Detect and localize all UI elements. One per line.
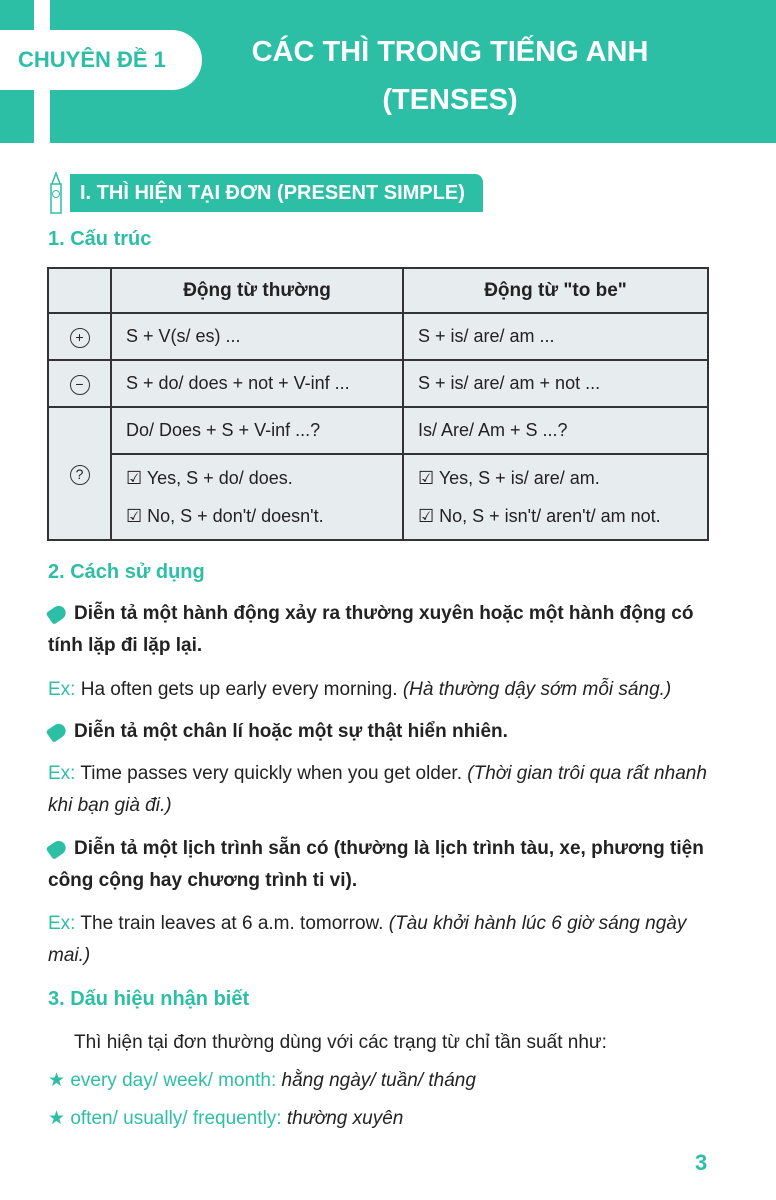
section-title: I. THÌ HIỆN TẠI ĐƠN (PRESENT SIMPLE) bbox=[70, 174, 483, 212]
ex-text: Time passes very quickly when you get older. bbox=[80, 763, 462, 784]
structure-table bbox=[47, 267, 709, 541]
header-cell: Động từ thường bbox=[111, 268, 403, 313]
cell: S + V(s/ es) ... bbox=[111, 313, 403, 360]
chapter-title bbox=[210, 28, 690, 124]
table-row bbox=[48, 313, 708, 360]
ex-text: Ha often gets up early every morning. bbox=[80, 679, 398, 700]
usage-1 bbox=[48, 598, 718, 662]
title-line-2: (TENSES) bbox=[382, 84, 518, 116]
ex-label: Ex: bbox=[48, 763, 76, 784]
star-icon: ★ bbox=[48, 1070, 66, 1091]
header-cell: Động từ "to be" bbox=[403, 268, 708, 313]
ex-translation: (Tàu khởi hành lúc 6 giờ sáng ngày mai.) bbox=[48, 913, 687, 966]
cell: Is/ Are/ Am + S ...? bbox=[403, 407, 708, 454]
sign-item bbox=[48, 1103, 718, 1135]
example-1 bbox=[48, 674, 718, 706]
usage-text: Diễn tả một lịch trình sẵn có (thường là lịch trình tàu, xe, phương tiện công cộng hay chương trình ti vi). bbox=[48, 838, 704, 891]
subheading-signs: 3. Dấu hiệu nhận biết bbox=[48, 988, 250, 1010]
ex-label: Ex: bbox=[48, 913, 76, 934]
subheading-structure: 1. Cấu trúc bbox=[48, 228, 152, 250]
sign-en: every day/ week/ month: bbox=[70, 1070, 277, 1091]
tag-icon bbox=[46, 603, 69, 625]
plus-icon: + bbox=[70, 328, 90, 348]
ex-translation: (Hà thường dậy sớm mỗi sáng.) bbox=[402, 679, 672, 700]
chapter-label: CHUYÊN ĐỀ 1 bbox=[0, 30, 202, 90]
signs-intro: Thì hiện tại đơn thường dùng với các trạng từ chỉ tần suất như: bbox=[74, 1032, 607, 1053]
title-line-1: CÁC THÌ TRONG TIẾNG ANH bbox=[251, 36, 649, 68]
table-row bbox=[48, 407, 708, 454]
tag-icon bbox=[46, 721, 69, 743]
subheading-usage: 2. Cách sử dụng bbox=[48, 561, 205, 583]
minus-icon: − bbox=[70, 375, 90, 395]
ex-label: Ex: bbox=[48, 679, 76, 700]
sign-item bbox=[48, 1065, 718, 1097]
table-row bbox=[48, 360, 708, 407]
usage-text: Diễn tả một chân lí hoặc một sự thật hiển nhiên. bbox=[74, 721, 508, 742]
sign-en: often/ usually/ frequently: bbox=[70, 1108, 282, 1129]
example-3 bbox=[48, 908, 718, 972]
cell: ☑ No, S + don't/ doesn't. bbox=[126, 506, 324, 526]
cell: ☑ No, S + isn't/ aren't/ am not. bbox=[418, 506, 661, 526]
header-cell bbox=[48, 268, 111, 313]
page-number: 3 bbox=[695, 1150, 708, 1175]
usage-text: Diễn tả một hành động xảy ra thường xuyên hoặc một hành động có tính lặp đi lặp lại. bbox=[48, 603, 694, 656]
cell: S + is/ are/ am ... bbox=[403, 313, 708, 360]
section-heading bbox=[46, 172, 483, 214]
usage-3 bbox=[48, 833, 718, 897]
clock-tower-icon bbox=[46, 172, 66, 214]
cell: S + is/ are/ am + not ... bbox=[403, 360, 708, 407]
ex-text: The train leaves at 6 a.m. tomorrow. bbox=[80, 913, 384, 934]
sign-vi: thường xuyên bbox=[286, 1108, 404, 1129]
usage-2 bbox=[48, 716, 718, 748]
cell: Do/ Does + S + V-inf ...? bbox=[111, 407, 403, 454]
table-row bbox=[48, 454, 708, 540]
example-2 bbox=[48, 758, 718, 822]
cell: ☑ Yes, S + is/ are/ am. bbox=[418, 468, 600, 488]
ex-translation: (Thời gian trôi qua rất nhanh khi bạn già đi.) bbox=[48, 763, 707, 816]
sign-vi: hằng ngày/ tuần/ tháng bbox=[281, 1070, 476, 1091]
tag-icon bbox=[46, 838, 69, 860]
star-icon: ★ bbox=[48, 1108, 66, 1129]
cell: ☑ Yes, S + do/ does. bbox=[126, 468, 293, 488]
cell: S + do/ does + not + V-inf ... bbox=[111, 360, 403, 407]
question-icon: ? bbox=[70, 465, 90, 485]
